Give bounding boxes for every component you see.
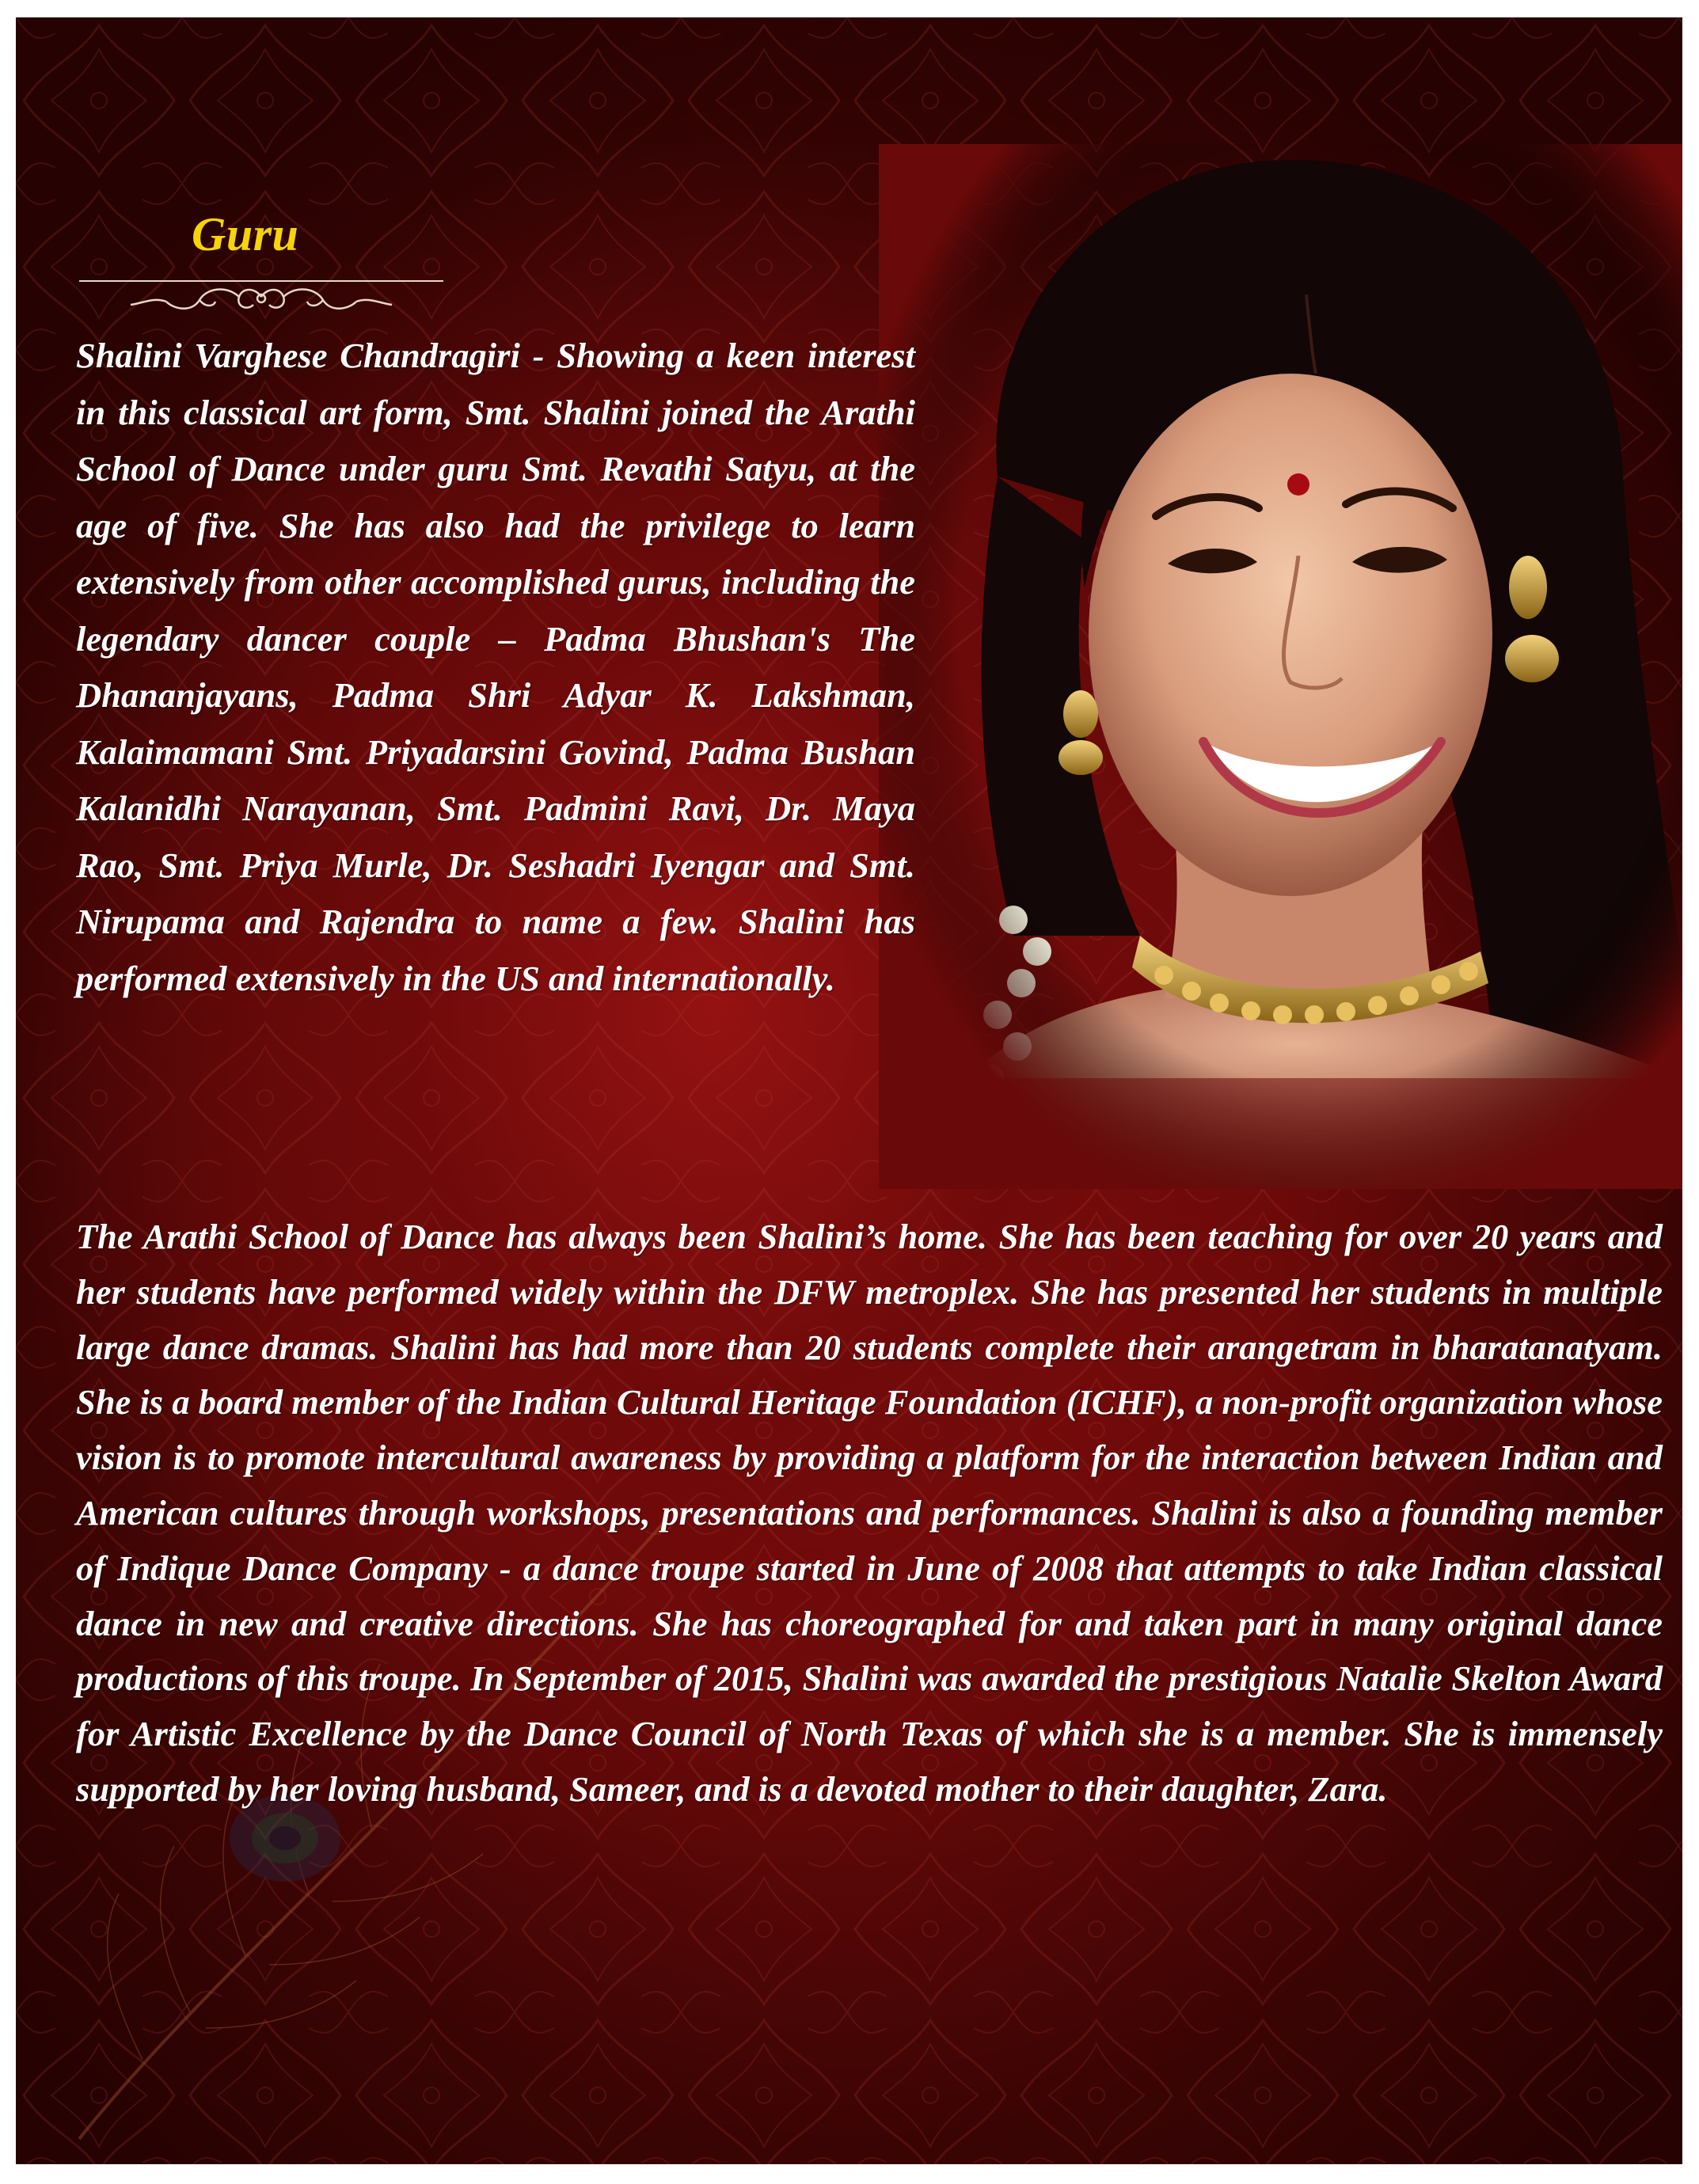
page-background (16, 17, 1682, 2164)
bio-intro-paragraph: Shalini Varghese Chandragiri - Showing a keen interest in this classical art form, Smt. Shalini joined the Arathi School of Dance under guru Smt. Revathi Satyu, at the age of five. She has also had the privilege to learn extensively from other accomplished gurus, including the legendary dancer couple – Padma Bhushan's The Dhananjayans, Padma Shri Adyar K. Lakshman, Kalaimamani Smt. Priyadarsini Govind, Padma Bushan Kalanidhi Narayanan, Smt. Padmini Ravi, Dr. Maya Rao, Smt. Priya Murle, Dr. Seshadri Iyengar and Smt. Nirupama and Rajendra to name a few. Shalini has performed extensively in the US and internationally. (76, 336, 915, 998)
ornamental-divider (79, 267, 443, 322)
section-title: Guru (192, 208, 299, 260)
portrait-photo (879, 144, 1682, 1189)
bio-main-paragraph: The Arathi School of Dance has always been Shalini’s home. She has been teaching for over 20 years and her students have performed widely within the DFW metroplex. She has presented her students in multiple large dance dramas. Shalini has had more than 20 students complete their arangetram in bharatanatyam. She is a board member of the Indian Cultural Heritage Foundation (ICHF), a non-profit organization whose vision is to promote intercultural awareness by providing a platform for the interaction between Indian and American cultures through workshops, presentations and performances. Shalini is also a founding member of Indique Dance Company - a dance troupe started in June of 2008 that attempts to take Indian classical dance in new and creative directions. She has choreographed for and taken part in many original dance productions of this troupe. In September of 2015, Shalini was awarded the prestigious Natalie Skelton Award for Artistic Excellence by the Dance Council of North Texas of which she is a member. She is immensely supported by her loving husband, Sameer, and is a devoted mother to their daughter, Zara. (76, 1217, 1663, 1809)
